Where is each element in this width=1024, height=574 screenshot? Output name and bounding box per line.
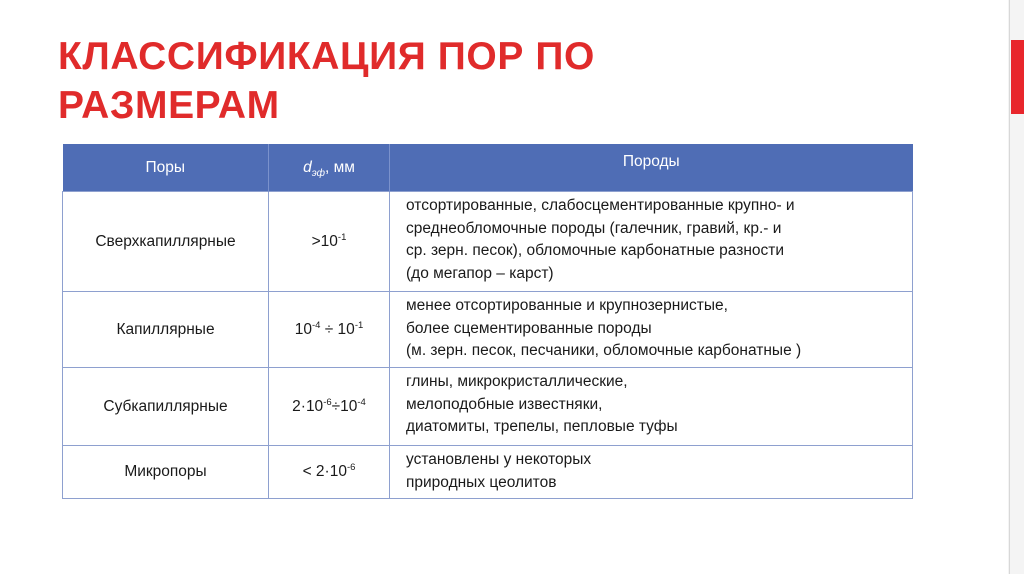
diameter-exponent: -4: [357, 396, 366, 408]
diameter-exponent: -4: [311, 319, 321, 331]
diameter-value: >10: [311, 232, 338, 250]
table-row: [63, 446, 913, 499]
slide-title: [58, 32, 778, 130]
rocks-line: диатомиты, трепелы, пепловые туфы: [406, 418, 678, 435]
diameter-value: < 2·10: [302, 463, 347, 480]
header-diameter-unit: , мм: [324, 158, 355, 176]
rocks-line: глины, микрокристаллические,: [406, 373, 628, 390]
rocks-line: (до мегапор – карст): [406, 264, 554, 282]
rocks-line: установлены у некоторых: [406, 451, 592, 468]
rocks-cell: [390, 192, 913, 292]
rocks-line: (м. зерн. песок, песчаники, обломочные карбонатные ): [406, 342, 802, 359]
rocks-line: мелоподобные известняки,: [406, 395, 603, 413]
rocks-line: отсортированные, слабосцементированные крупно- и: [406, 197, 795, 214]
diameter-value: ÷10: [331, 397, 358, 415]
rocks-line: более сцементированные породы: [406, 319, 652, 337]
table-row: [63, 292, 913, 368]
pore-type-cell: Субкапиллярные: [63, 368, 269, 446]
diameter-value: 10: [294, 320, 312, 338]
diameter-cell: [269, 292, 390, 368]
header-diameter: [269, 144, 390, 192]
diameter-exponent: -1: [354, 319, 364, 331]
diameter-exponent: -6: [323, 396, 332, 408]
diameter-exponent: -6: [346, 461, 356, 473]
pore-type-cell: Капиллярные: [63, 292, 269, 368]
pore-type-cell: Микропоры: [63, 446, 269, 499]
slide-title-line-2: РАЗМЕРАМ: [58, 84, 280, 127]
table-row: [63, 368, 913, 446]
right-edge-line: [1009, 0, 1010, 574]
slide-title-line-1: КЛАССИФИКАЦИЯ ПОР ПО: [58, 35, 595, 78]
right-accent-bar: [1011, 40, 1024, 114]
diameter-exponent: -1: [337, 231, 347, 243]
diameter-value: ÷ 10: [320, 320, 355, 338]
rocks-cell: [390, 446, 913, 499]
header-diameter-symbol: d: [303, 158, 312, 176]
pore-classification-table: [62, 144, 913, 499]
diameter-value: 2·10: [292, 397, 324, 415]
table-header-row: [63, 144, 913, 192]
pore-type-cell: Сверхкапиллярные: [63, 192, 269, 292]
header-diameter-subscript: эф: [311, 167, 325, 179]
diameter-cell: [269, 192, 390, 292]
rocks-line: ср. зерн. песок), обломочные карбонатные разности: [406, 242, 785, 259]
rocks-cell: [390, 368, 913, 446]
rocks-cell: [390, 292, 913, 368]
diameter-cell: [269, 446, 390, 499]
rocks-line: среднеобломочные породы (галечник, гравий, кр.- и: [406, 219, 782, 237]
rocks-line: менее отсортированные и крупнозернистые,: [406, 297, 728, 314]
header-rocks: Породы: [390, 144, 913, 192]
header-pores: Поры: [63, 144, 269, 192]
diameter-cell: [269, 368, 390, 446]
rocks-line: природных цеолитов: [406, 473, 557, 491]
table-row: [63, 192, 913, 292]
